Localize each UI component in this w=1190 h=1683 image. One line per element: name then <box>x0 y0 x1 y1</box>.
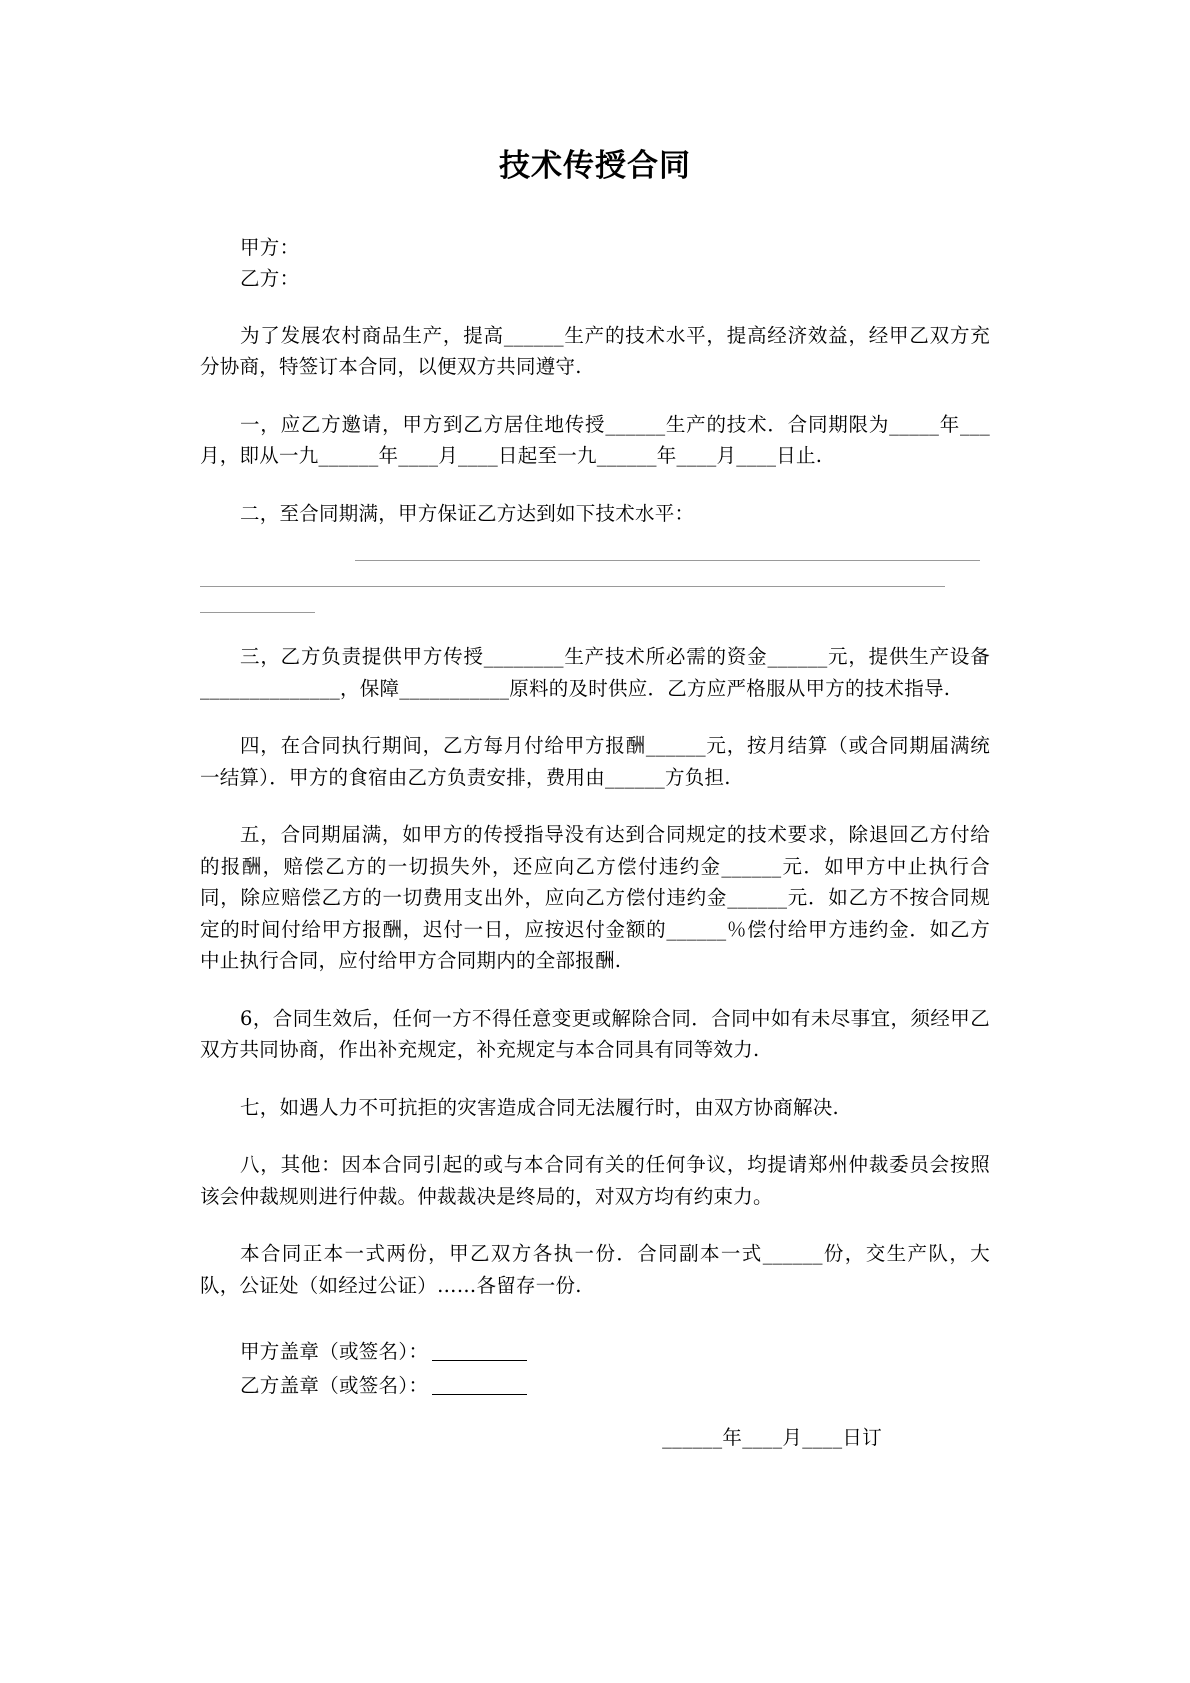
party-b-signature-row <box>200 1369 990 1403</box>
copies-note-paragraph: 本合同正本一式两份，甲乙双方各执一份．合同副本一式______份，交生产队，大队，公证处（如经过公证）……各留存一份. <box>200 1242 990 1297</box>
page-title: 技术传授合同 <box>499 148 691 184</box>
parties-block <box>200 232 990 294</box>
party-b-signature-blank[interactable] <box>432 1394 527 1395</box>
spacer <box>200 1066 990 1092</box>
clause-3-paragraph: 三，乙方负责提供甲方传授________生产技术所必需的资金______元，提供生产设备______________，保障___________原料的及时供应．乙方应严格服从甲方的技术指导. <box>200 645 990 700</box>
party-a-signature-blank[interactable] <box>432 1360 527 1361</box>
clause-2-paragraph: 二，至合同期满，甲方保证乙方达到如下技术水平： <box>240 501 695 525</box>
spacer <box>200 1212 990 1238</box>
signature-date-line: ______年____月____日订 <box>662 1426 882 1450</box>
clause-7-paragraph: 七，如遇人力不可抗拒的灾害造成合同无法履行时，由双方协商解决. <box>240 1095 839 1119</box>
clause-2-blank-lines <box>200 541 990 619</box>
blank-rule-line-2 <box>200 567 990 593</box>
blank-rule-line-1 <box>200 541 990 567</box>
signature-block <box>200 1335 990 1455</box>
clause-8-paragraph: 八，其他：因本合同引起的或与本合同有关的任何争议，均提请郑州仲裁委员会按照该会仲裁规则进行仲裁。仲裁裁决是终局的，对双方均有约束力。 <box>200 1153 990 1208</box>
clause-5-paragraph: 五，合同期届满，如甲方的传授指导没有达到合同规定的技术要求，除退回乙方付给的报酬，赔偿乙方的一切损失外，还应向乙方偿付违约金______元．如甲方中止执行合同，除应赔偿乙方的一切费用支出外，应向乙方偿付违约金______元．如乙方不按合同规定的时间付给甲方报酬，迟付一日，应按迟付金额的______％偿付给甲方违约金．如乙方中止执行合同，应付给甲方合同期内的全部报酬. <box>200 823 990 973</box>
spacer <box>200 1123 990 1149</box>
party-a-signature-row <box>200 1335 990 1369</box>
spacer <box>200 704 990 730</box>
clause-4-paragraph: 四，在合同执行期间，乙方每月付给甲方报酬______元，按月结算（或合同期届满统一结算）．甲方的食宿由乙方负责安排，费用由______方负担. <box>200 734 990 789</box>
clause-6-paragraph: 6，合同生效后，任何一方不得任意变更或解除合同．合同中如有未尽事宜，须经甲乙双方共同协商，作出补充规定，补充规定与本合同具有同等效力. <box>200 1006 990 1062</box>
blank-rule-line-3 <box>200 593 990 619</box>
spacer <box>200 977 990 1003</box>
spacer <box>200 619 990 641</box>
clause-1-paragraph: 一，应乙方邀请，甲方到乙方居住地传授______生产的技术．合同期限为_____年___月，即从一九______年____月____日起至一九______年____月____日止. <box>200 412 990 468</box>
preamble-paragraph: 为了发展农村商品生产，提高______生产的技术水平，提高经济效益，经甲乙双方充分协商，特签订本合同，以便双方共同遵守. <box>200 323 990 379</box>
party-a-signature-label: 甲方盖章（或签名）： <box>240 1340 429 1364</box>
spacer <box>200 793 990 819</box>
spacer <box>200 472 990 498</box>
party-a-label: 甲方： <box>240 235 300 259</box>
document-body <box>200 232 990 1456</box>
spacer <box>200 294 990 320</box>
spacer <box>200 383 990 409</box>
party-b-label: 乙方： <box>240 266 300 290</box>
party-b-signature-label: 乙方盖章（或签名）： <box>240 1374 429 1398</box>
